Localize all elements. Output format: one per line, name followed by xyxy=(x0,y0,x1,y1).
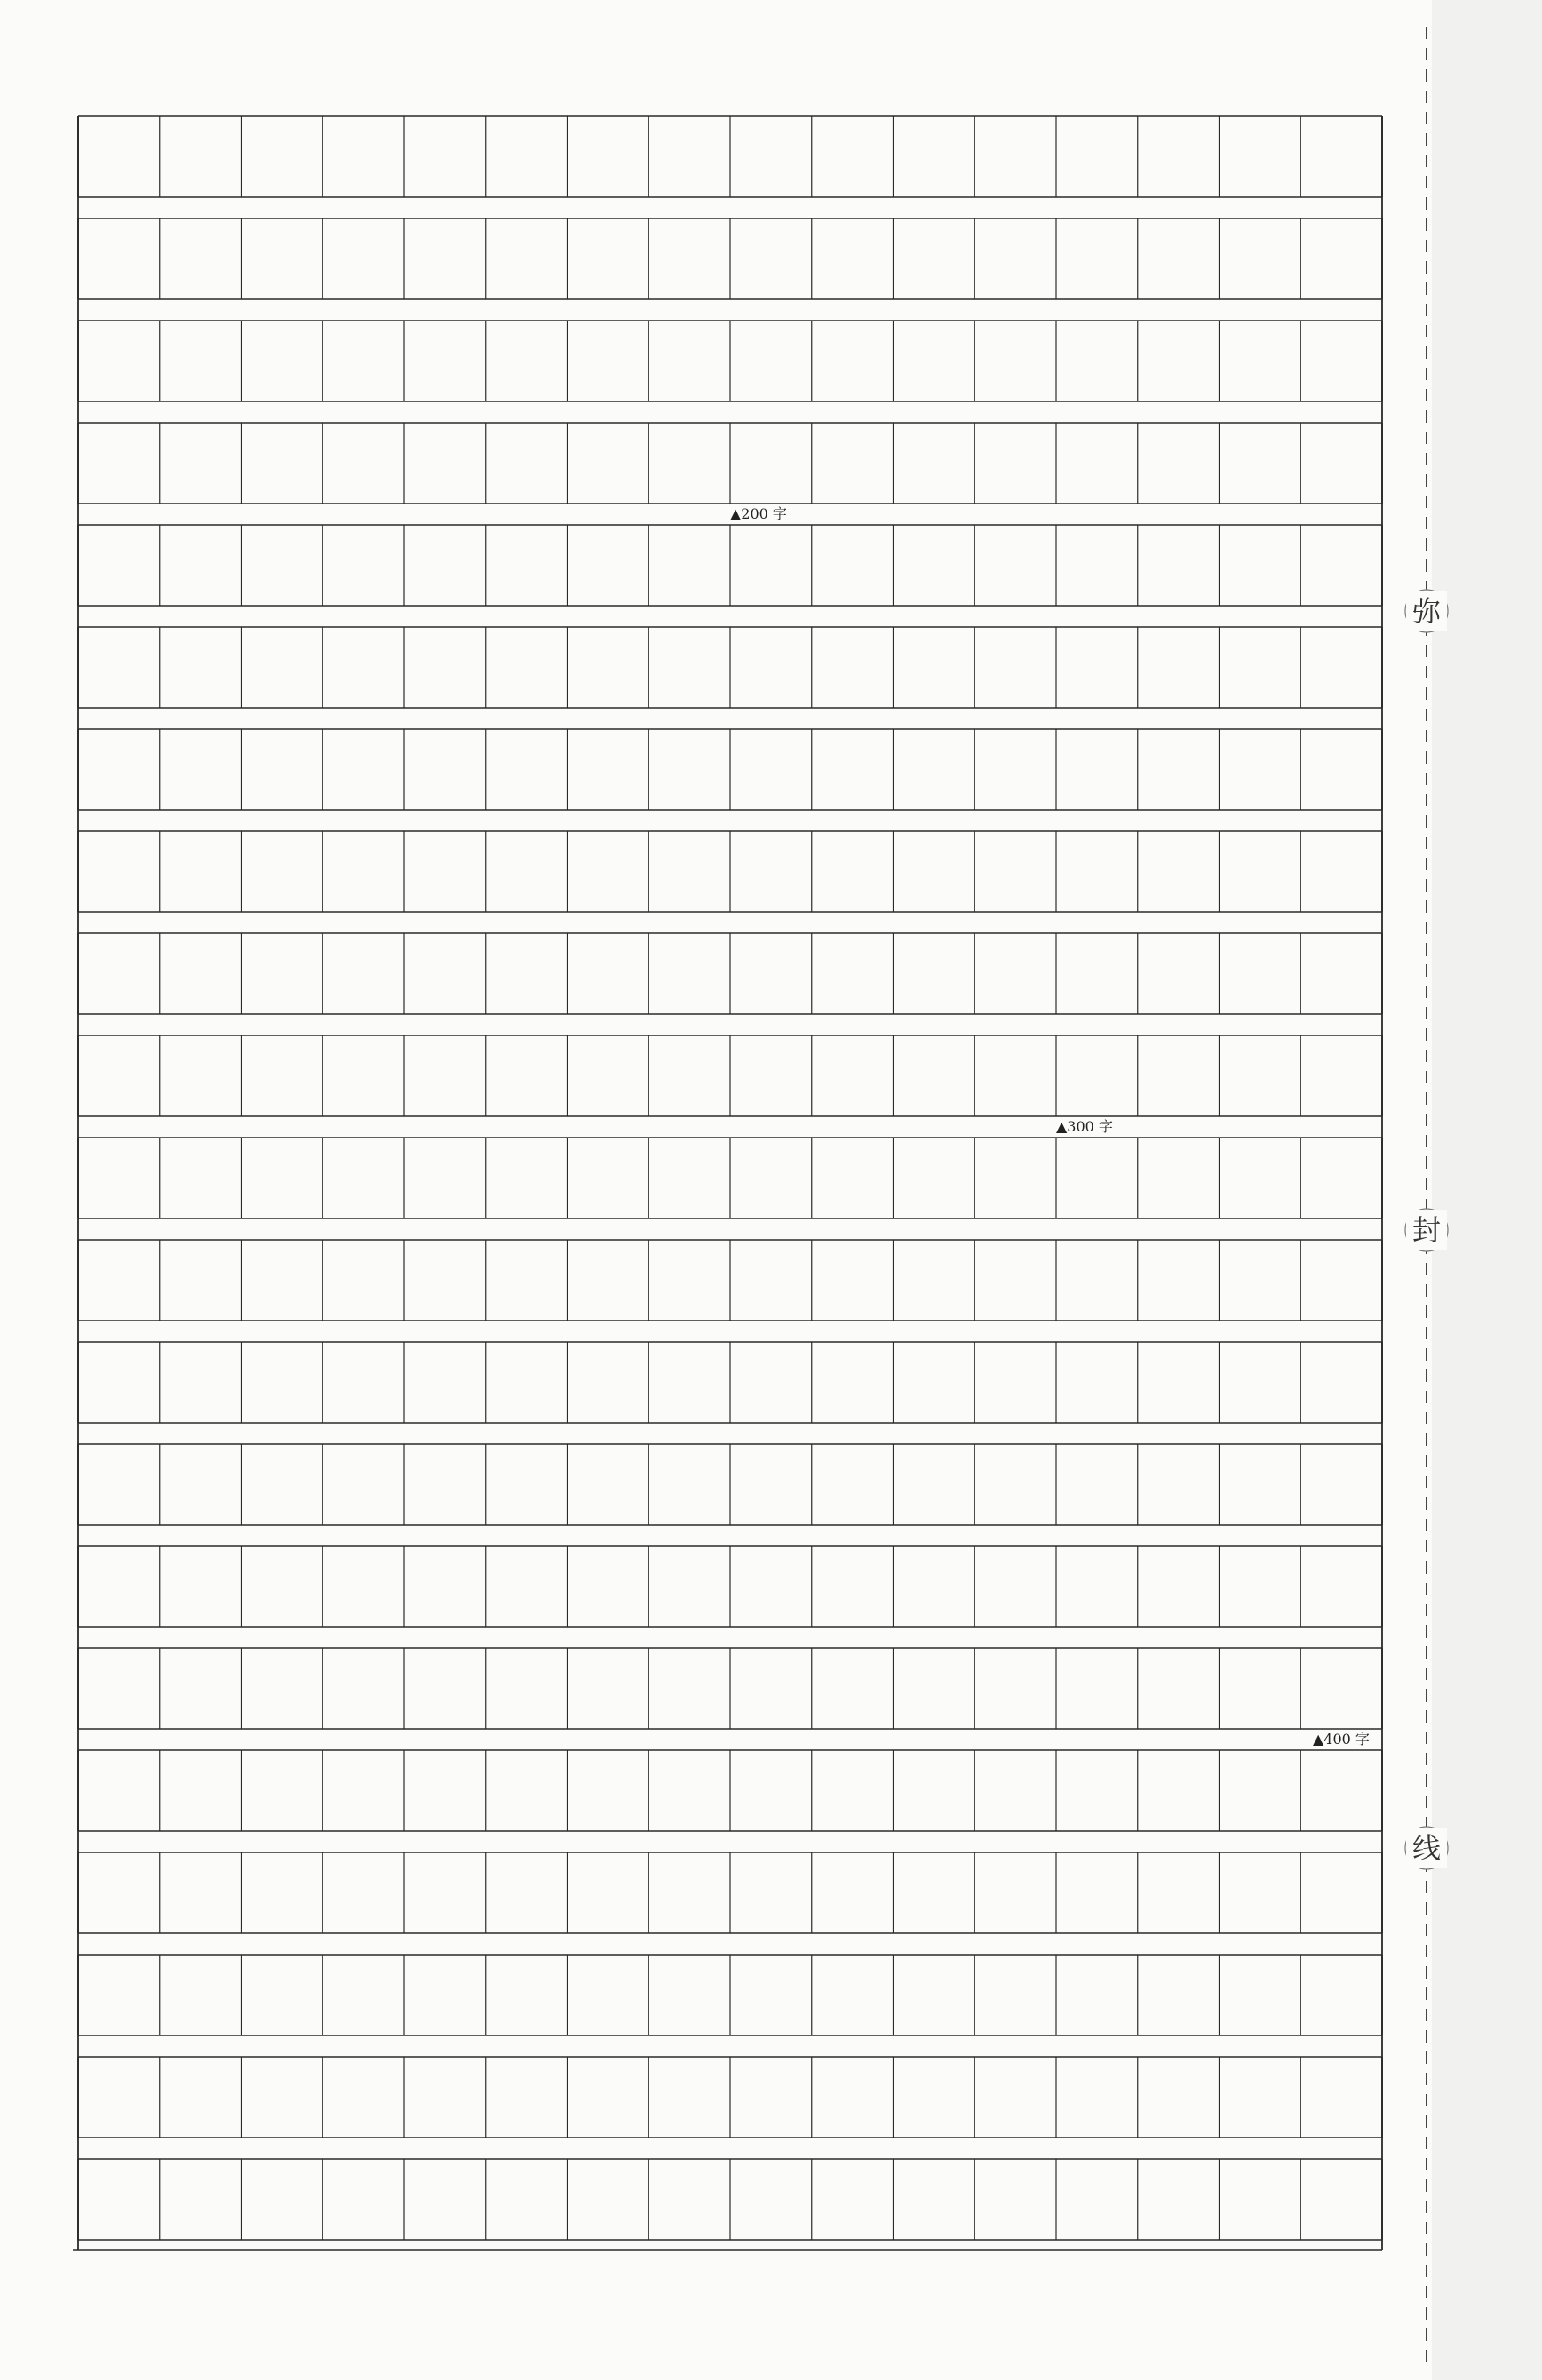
word-count-marker: ▲300 字 xyxy=(1056,1118,1113,1135)
seal-char-feng: 封 xyxy=(1406,1210,1447,1250)
seal-char-xian: 线 xyxy=(1406,1828,1447,1868)
seal-char-mi: 弥 xyxy=(1406,591,1447,631)
word-count-marker: ▲200 字 xyxy=(730,505,787,522)
word-count-marker: ▲400 字 xyxy=(1313,1731,1370,1748)
